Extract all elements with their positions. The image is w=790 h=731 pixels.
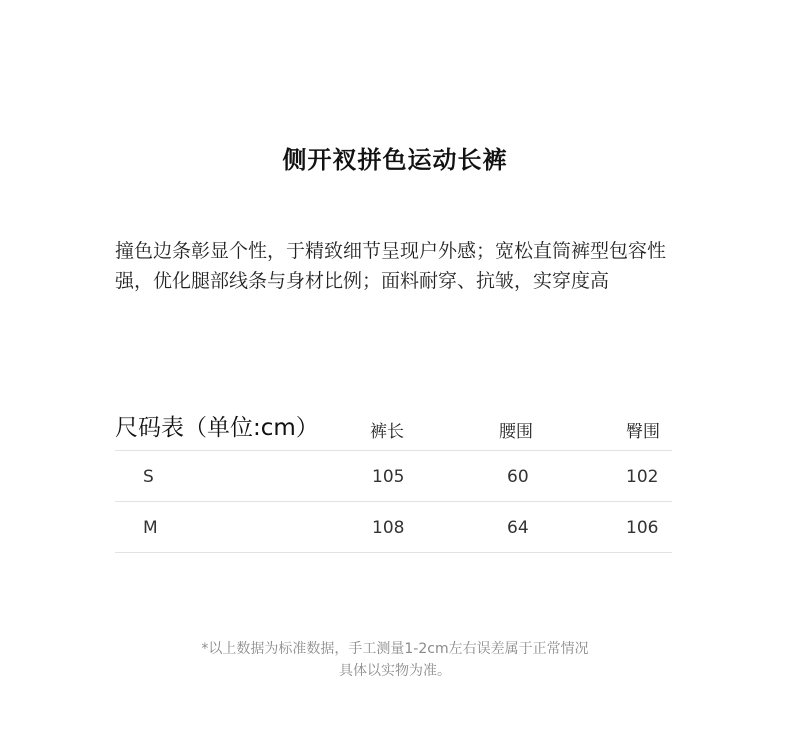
product-title: 侧开衩拼色运动长裤 [282, 146, 508, 174]
length-value: 105 [372, 467, 405, 487]
waist-value: 64 [507, 518, 529, 538]
hip-value: 106 [626, 518, 659, 538]
size-label: M [143, 518, 158, 538]
size-table-header [115, 400, 672, 451]
size-label: S [143, 467, 154, 487]
header-hip: 臀围 [626, 422, 660, 442]
note-line-1: *以上数据为标准数据，手工测量1-2cm左右误差属于正常情况 [201, 641, 589, 657]
note-line-2: 具体以实物为准。 [339, 663, 451, 679]
header-length: 裤长 [370, 422, 404, 442]
measurement-note [0, 638, 790, 682]
table-row [115, 502, 672, 553]
header-waist: 腰围 [499, 422, 533, 442]
size-table [115, 400, 672, 553]
waist-value: 60 [507, 467, 529, 487]
product-description: 撞色边条彰显个性，于精致细节呈现户外感；宽松直筒裤型包容性强，优化腿部线条与身材比例；面料耐穿、抗皱，实穿度高 [115, 240, 667, 292]
length-value: 108 [372, 518, 405, 538]
hip-value: 102 [626, 467, 659, 487]
table-row [115, 451, 672, 502]
size-table-title: 尺码表（单位:cm） [115, 415, 319, 441]
